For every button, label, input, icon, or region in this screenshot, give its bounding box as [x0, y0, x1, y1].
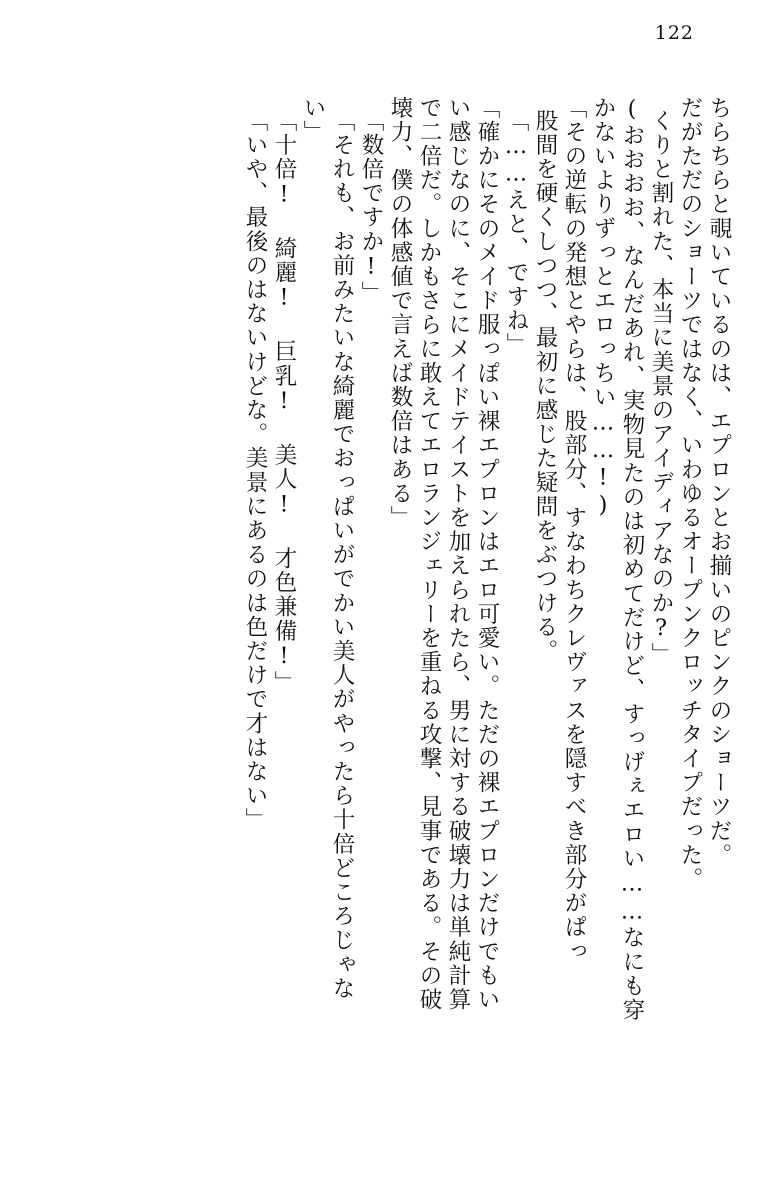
text-line: い」 [300, 96, 326, 145]
vertical-text-body [28, 96, 730, 1166]
text-line: 壊力、僕の体感値で言えば数倍はある」 [387, 96, 413, 530]
text-line: 「いや、最後のはないけどな。美景にあるのは色だけで才はない」 [242, 109, 268, 832]
text-line: で二倍だ。しかもさらに敢えてエロランジェリーを重ねる攻撃、見事である。その破 [416, 96, 442, 1012]
text-line: い感じなのに、そこにメイドテイストを加えられたら、男に対する破壊力は単純計算 [445, 96, 471, 1012]
text-line: 「確かにそのメイド服っぽい裸エプロンはエロ可愛い。ただの裸エプロンだけでもい [474, 96, 500, 1012]
page-number: 122 [654, 22, 694, 44]
text-line: 「数倍ですか!」 [358, 109, 384, 306]
text-line: ちらちらと覗いているのは、エプロンとお揃いのピンクのショーツだ。 [706, 96, 732, 868]
text-line: 「……えと、ですね」 [503, 109, 529, 357]
text-line: だがただのショーツではなく、いわゆるオープンクロッチタイプだった。 [677, 96, 703, 892]
text-line: 股間を硬くしつつ、最初に感じた疑問をぶつける。 [532, 109, 558, 664]
text-line: 「それも、お前みたいな綺麗でおっぱいがでかい美人がやったら十倍どころじゃな [329, 109, 355, 1001]
text-line: くりと割れた、本当に美景のアイディアなのか?」 [648, 109, 674, 667]
text-line: 「その逆転の発想とやらは、股部分、すなわちクレヴァスを隠すべき部分がぱっ [561, 96, 587, 964]
text-line: かないよりずっとエロっちい……!) [590, 96, 616, 520]
text-line: 「十倍! 綺麗! 巨乳! 美人! 才色兼備!」 [271, 109, 297, 695]
text-line: (おおおお、なんだあれ、実物見たのは初めてだけど、すっげぇエロい……なにも穿 [619, 96, 645, 1023]
